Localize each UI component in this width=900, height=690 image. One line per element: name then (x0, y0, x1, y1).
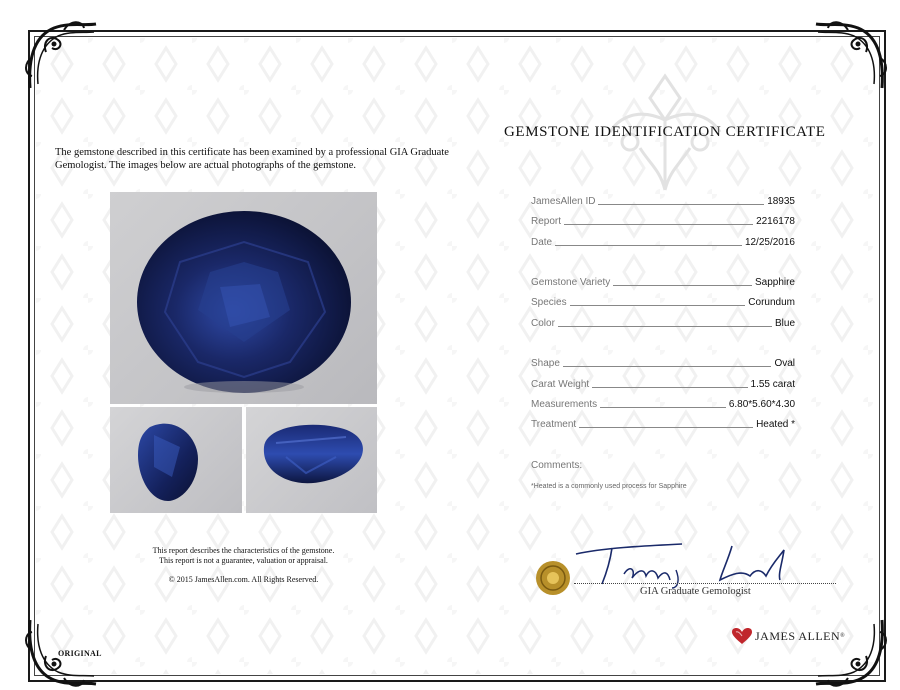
corner-ornament-icon (808, 18, 888, 98)
corner-ornament-icon (24, 18, 104, 98)
field-value: 2216178 (756, 216, 795, 228)
original-label: ORIGINAL (58, 649, 102, 658)
gemstone-photo-side (110, 407, 242, 513)
field-row-report (531, 216, 795, 236)
field-value: Oval (774, 358, 795, 370)
field-label: Carat Weight (531, 378, 590, 390)
brand-registered-mark: ® (840, 633, 845, 639)
brand-name: JAMES ALLEN (755, 628, 841, 643)
field-value: Sapphire (754, 277, 795, 289)
field-label: Shape (531, 358, 560, 370)
field-value: 18935 (767, 196, 795, 207)
field-value: 6.80*5.60*4.30 (728, 398, 795, 410)
signature-line (574, 583, 836, 584)
field-underline (613, 277, 752, 286)
certificate-title: GEMSTONE IDENTIFICATION CERTIFICATE (504, 124, 826, 140)
copyright-text: © 2015 JamesAllen.com. All Rights Reserved. (168, 575, 319, 584)
field-value: 1.55 carat (750, 378, 795, 390)
field-label: JamesAllen ID (531, 196, 596, 207)
field-label: Gemstone Variety (531, 277, 611, 289)
field-label: Color (531, 317, 555, 329)
field-label: Treatment (531, 419, 577, 431)
gemstone-photo-top (110, 192, 377, 404)
gia-seal-icon (535, 560, 571, 596)
signature-caption: GIA Graduate Gemologist (640, 586, 751, 597)
field-underline (570, 297, 746, 306)
brand-logo (731, 627, 845, 645)
disclaimer-line: This report is not a guarantee, valuation or appraisal. (159, 556, 328, 565)
comments-note: *Heated is a commonly used process for Sapphire (531, 483, 687, 490)
field-underline (598, 196, 764, 205)
field-value: Blue (774, 317, 795, 329)
field-row-jamesallen-id (531, 196, 795, 216)
field-row-carat-weight (531, 379, 795, 399)
field-row-date (531, 237, 795, 257)
field-value: 12/25/2016 (744, 236, 795, 248)
certificate-fields (531, 196, 795, 440)
heart-logo-icon (731, 627, 753, 645)
field-row-species (531, 297, 795, 317)
field-row-measurements (531, 399, 795, 419)
comments-label: Comments: (531, 460, 583, 471)
field-label: Measurements (531, 398, 598, 410)
field-row-treatment (531, 419, 795, 439)
field-underline (579, 419, 753, 428)
field-value: Corundum (748, 297, 795, 309)
field-underline (592, 379, 747, 388)
field-underline (564, 216, 753, 225)
intro-text: The gemstone described in this certificate has been examined by a professional GIA Graduate Gemologist. The images below are actual photographs of the gemstone. (55, 147, 449, 171)
field-row-color (531, 318, 795, 338)
field-label: Species (531, 297, 567, 309)
field-underline (555, 237, 742, 246)
field-underline (563, 358, 772, 367)
field-label: Date (531, 236, 553, 248)
field-underline (558, 318, 772, 327)
field-underline (600, 399, 726, 408)
disclaimer-text (110, 546, 377, 566)
field-value: Heated * (756, 419, 795, 431)
field-row-gemstone-variety (531, 277, 795, 297)
corner-ornament-icon (808, 610, 888, 690)
gemstone-photo-profile (246, 407, 377, 513)
field-row-shape (531, 358, 795, 378)
field-label: Report (531, 216, 562, 228)
disclaimer-line: This report describes the characteristics of the gemstone. (152, 546, 335, 555)
